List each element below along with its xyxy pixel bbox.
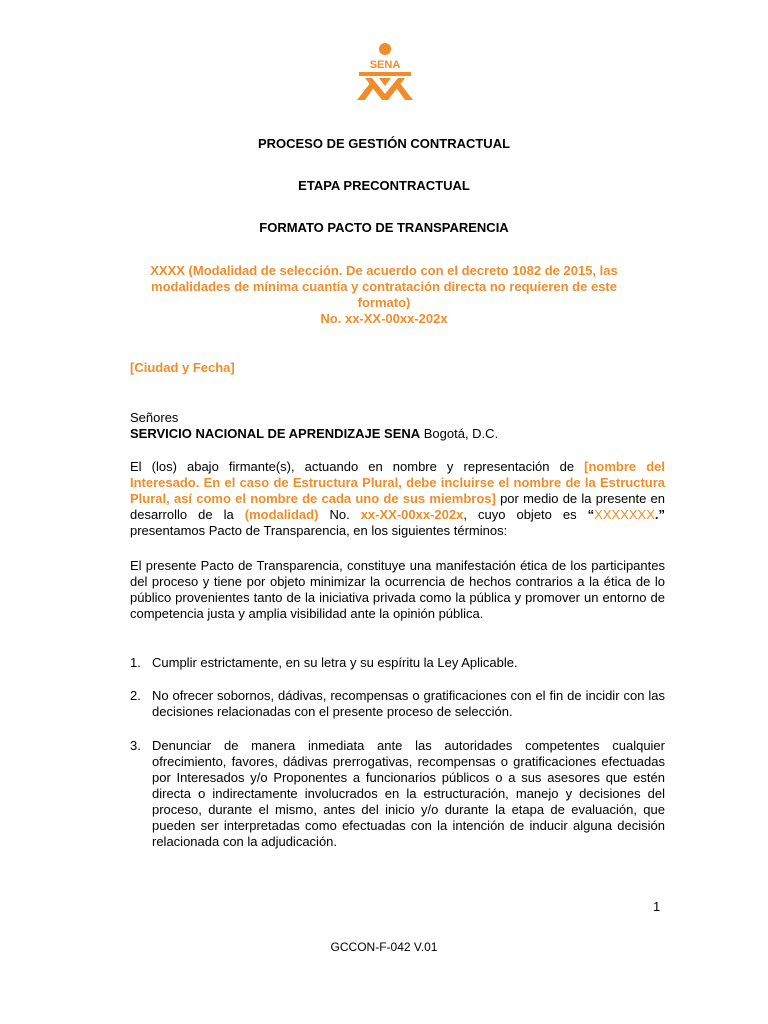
list-item-3 bbox=[130, 738, 665, 850]
modalidad-line-2: modalidades de mínima cuantía y contratación directa no requieren de este bbox=[151, 279, 617, 294]
title-etapa: ETAPA PRECONTRACTUAL bbox=[298, 178, 470, 193]
intro-quote-open: “ bbox=[587, 507, 595, 522]
intro-text-3: No. bbox=[318, 507, 361, 522]
list-number: 2. bbox=[130, 688, 141, 703]
sena-logo bbox=[355, 42, 415, 104]
recipient-line bbox=[130, 426, 665, 442]
recipient-block bbox=[130, 410, 665, 442]
intro-text-2: por medio de la presente en desarrollo de la bbox=[130, 491, 665, 522]
intro-quote-close: .” bbox=[654, 507, 665, 522]
intro-modalidad-placeholder: (modalidad) bbox=[244, 507, 319, 522]
modalidad-line-1: XXXX (Modalidad de selección. De acuerdo con el decreto 1082 de 2015, las bbox=[150, 263, 618, 278]
list-item-1 bbox=[130, 655, 665, 671]
intro-text-5: presentamos Pacto de Transparencia, en los siguientes términos: bbox=[130, 523, 508, 538]
title-formato: FORMATO PACTO DE TRANSPARENCIA bbox=[259, 220, 509, 235]
list-number: 1. bbox=[130, 655, 141, 670]
sena-logo-icon bbox=[355, 42, 415, 104]
greeting: Señores bbox=[130, 410, 179, 425]
page-number: 1 bbox=[653, 899, 661, 914]
intro-number-placeholder: xx-XX-00xx-202x bbox=[360, 507, 464, 522]
intro-paragraph bbox=[130, 459, 665, 539]
intro-text-1: El (los) abajo firmante(s), actuando en nombre y representación de bbox=[130, 459, 585, 474]
list-text: Denunciar de manera inmediata ante las autoridades competentes cualquier ofrecimiento, favores, dádivas prerrogativas, recompensas o gratificaciones efectuadas por Interesados y/o Proponentes a funcionarios públicos o a sus asesores que estén directa o indirectamente involucrados en la estructuración, manejo y decisiones del proceso, durante el mismo, antes del inicio y/o durante la etapa de evaluación, que pueden ser interpretadas como efectuadas con la intención de inducir alguna decisión relacionada con la adjudicación. bbox=[152, 738, 665, 849]
recipient-name: SERVICIO NACIONAL DE APRENDIZAJE SENA bbox=[130, 426, 421, 441]
logo-text: SENA bbox=[369, 59, 401, 71]
modalidad-block bbox=[128, 263, 640, 327]
modalidad-line-3: formato) bbox=[357, 295, 411, 310]
intro-interesado-placeholder: [nombre del Interesado. En el caso de Estructura Plural, debe incluirse el nombre de la Estructura Plural, así como el nombre de cada uno de sus miembros] bbox=[130, 459, 665, 506]
purpose-paragraph: El presente Pacto de Transparencia, constituye una manifestación ética de los participantes del proceso y tiene por objeto minimizar la ocurrencia de hechos contrarios a la ética de lo público provenientes tanto de la iniciativa privada como la pública y promover un entorno de competencia justa y amplia visibilidad ante la opinión pública. bbox=[130, 558, 665, 621]
ciudad-fecha: [Ciudad y Fecha] bbox=[130, 360, 235, 375]
modalidad-number: No. xx-XX-00xx-202x bbox=[320, 311, 448, 326]
list-text: No ofrecer sobornos, dádivas, recompensas o gratificaciones con el fin de incidir con las decisiones relacionadas con el presente proceso de selección. bbox=[152, 688, 665, 719]
list-text: Cumplir estrictamente, en su letra y su espíritu la Ley Aplicable. bbox=[152, 655, 518, 670]
intro-text-4: , cuyo objeto es bbox=[463, 507, 588, 522]
list-item-2 bbox=[130, 688, 665, 720]
intro-objeto-placeholder: XXXXXXX bbox=[594, 507, 655, 522]
list-number: 3. bbox=[130, 738, 141, 753]
recipient-city: Bogotá, D.C. bbox=[420, 426, 499, 441]
footer-code: GCCON-F-042 V.01 bbox=[330, 940, 438, 954]
title-proceso: PROCESO DE GESTIÓN CONTRACTUAL bbox=[257, 136, 511, 151]
